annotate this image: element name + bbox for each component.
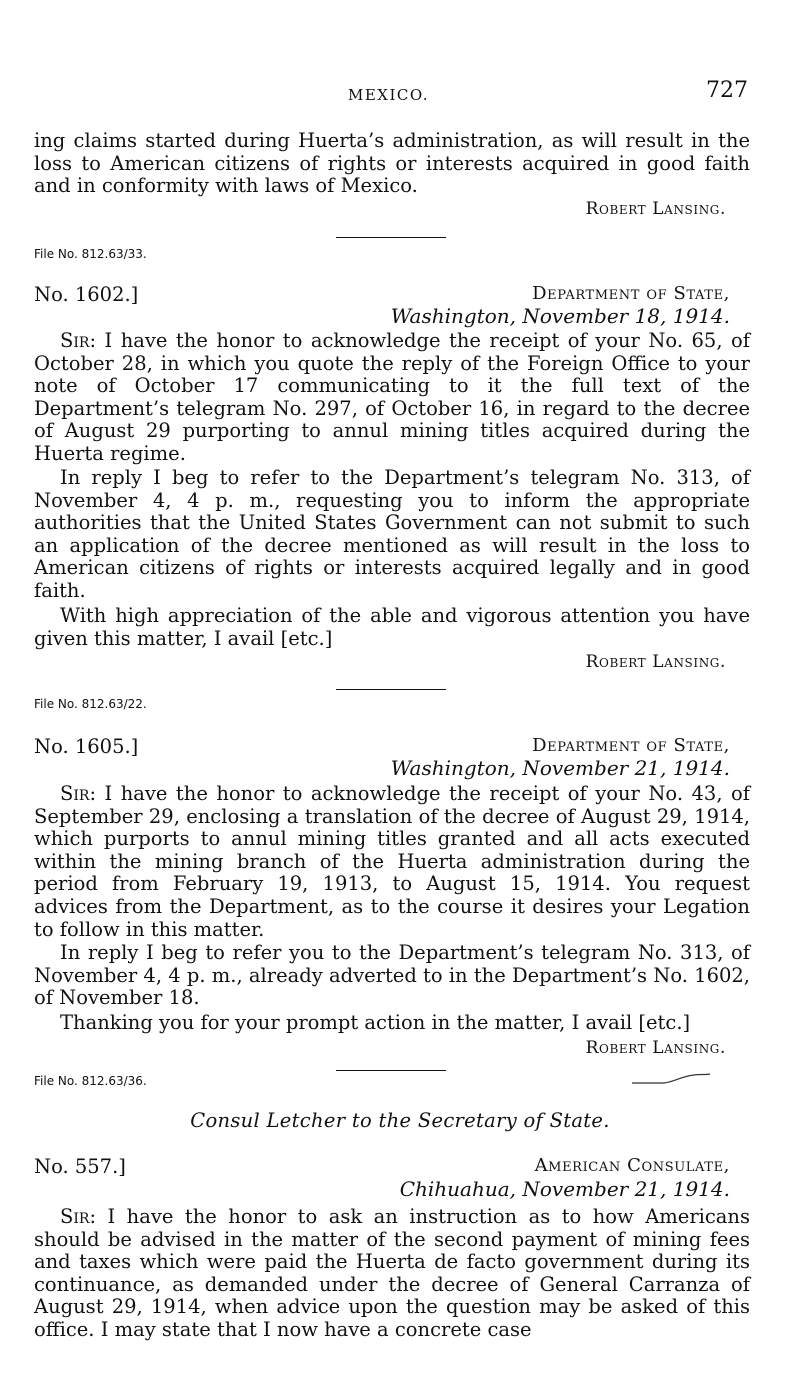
running-header	[0, 78, 800, 108]
sender-department: Department of State,	[532, 735, 730, 756]
letter-paragraph: In reply I beg to refer you to the Department’s telegram No. 313, of November 4, 4 p. m., already adverted to in the Department’s No. 1602, of November 18.	[34, 941, 750, 1010]
section-divider	[336, 237, 446, 238]
salutation: Sir	[60, 782, 90, 805]
letter-paragraph: With high appreciation of the able and vigorous attention you have given this matter, I avail [etc.]	[34, 604, 750, 650]
letter-number: No. 1602.]	[34, 283, 139, 306]
place-date: Washington, November 21, 1914.	[390, 756, 730, 780]
paragraph-text: : I have the honor to ask an instruction as to how Americans should be advised in the matter of the second payment of mining fees and taxes which were paid the Huerta de facto government during its continuance, as demanded under the decree of General Carranza of August 29, 1914, when advice upon the question may be asked of this office. I may state that I now have a concrete case	[34, 1205, 750, 1341]
signature: Robert Lansing.	[585, 652, 726, 672]
salutation: Sir	[60, 1205, 90, 1228]
place-date: Chihuahua, November 21, 1914.	[399, 1177, 730, 1201]
paragraph-text: : I have the honor to acknowledge the receipt of your No. 65, of October 28, in which you quote the reply of the Foreign Office to your note of October 17 communicating to it the full text of the Department’s telegram No. 297, of October 16, in regard to the decree of August 29 purporting to annul mining titles acquired during the Huerta regime.	[34, 329, 750, 465]
letter-number: No. 1605.]	[34, 735, 139, 758]
paragraph-text: : I have the honor to acknowledge the receipt of your No. 43, of September 29, enclosing a translation of the decree of August 29, 1914, which purports to annul mining titles granted and all acts executed within the mining branch of the Huerta administration during the period from February 19, 1913, to August 15, 1914. You request advices from the Department, as to the course it desires your Legation to follow in this matter.	[34, 782, 750, 941]
letter-heading: Consul Letcher to the Secretary of State.	[190, 1109, 610, 1132]
section-divider	[336, 1070, 446, 1071]
letter-paragraph	[34, 330, 750, 466]
salutation: Sir	[60, 329, 90, 352]
signature: Robert Lansing.	[585, 199, 726, 219]
file-number: File No. 812.63/36.	[34, 1074, 147, 1088]
place-date: Washington, November 18, 1914.	[390, 304, 730, 328]
section-divider	[336, 689, 446, 690]
letter-paragraph: In reply I beg to refer to the Department’s telegram No. 313, of November 4, 4 p. m., requesting you to inform the appropriate authorities that the United States Government can not submit to such an application of the decree mentioned as will result in the loss to American citizens of rights or interests acquired legally and in good faith.	[34, 466, 750, 602]
letter-paragraph	[34, 1206, 750, 1342]
file-number: File No. 812.63/33.	[34, 247, 147, 261]
letter-number: No. 557.]	[34, 1155, 126, 1178]
page-title: MEXICO.	[348, 86, 430, 104]
pen-mark	[630, 1072, 712, 1086]
letter-paragraph: Thanking you for your prompt action in the matter, I avail [etc.]	[60, 1011, 691, 1034]
signature: Robert Lansing.	[585, 1038, 726, 1058]
page-number: 727	[706, 78, 748, 103]
sender-consulate: American Consulate,	[534, 1155, 730, 1176]
sender-department: Department of State,	[532, 283, 730, 304]
file-number: File No. 812.63/22.	[34, 697, 147, 711]
letter-paragraph	[34, 783, 750, 941]
continued-paragraph: ing claims started during Huerta’s administration, as will result in the loss to American citizens of rights or interests acquired in good faith and in conformity with laws of Mexico.	[34, 129, 750, 198]
